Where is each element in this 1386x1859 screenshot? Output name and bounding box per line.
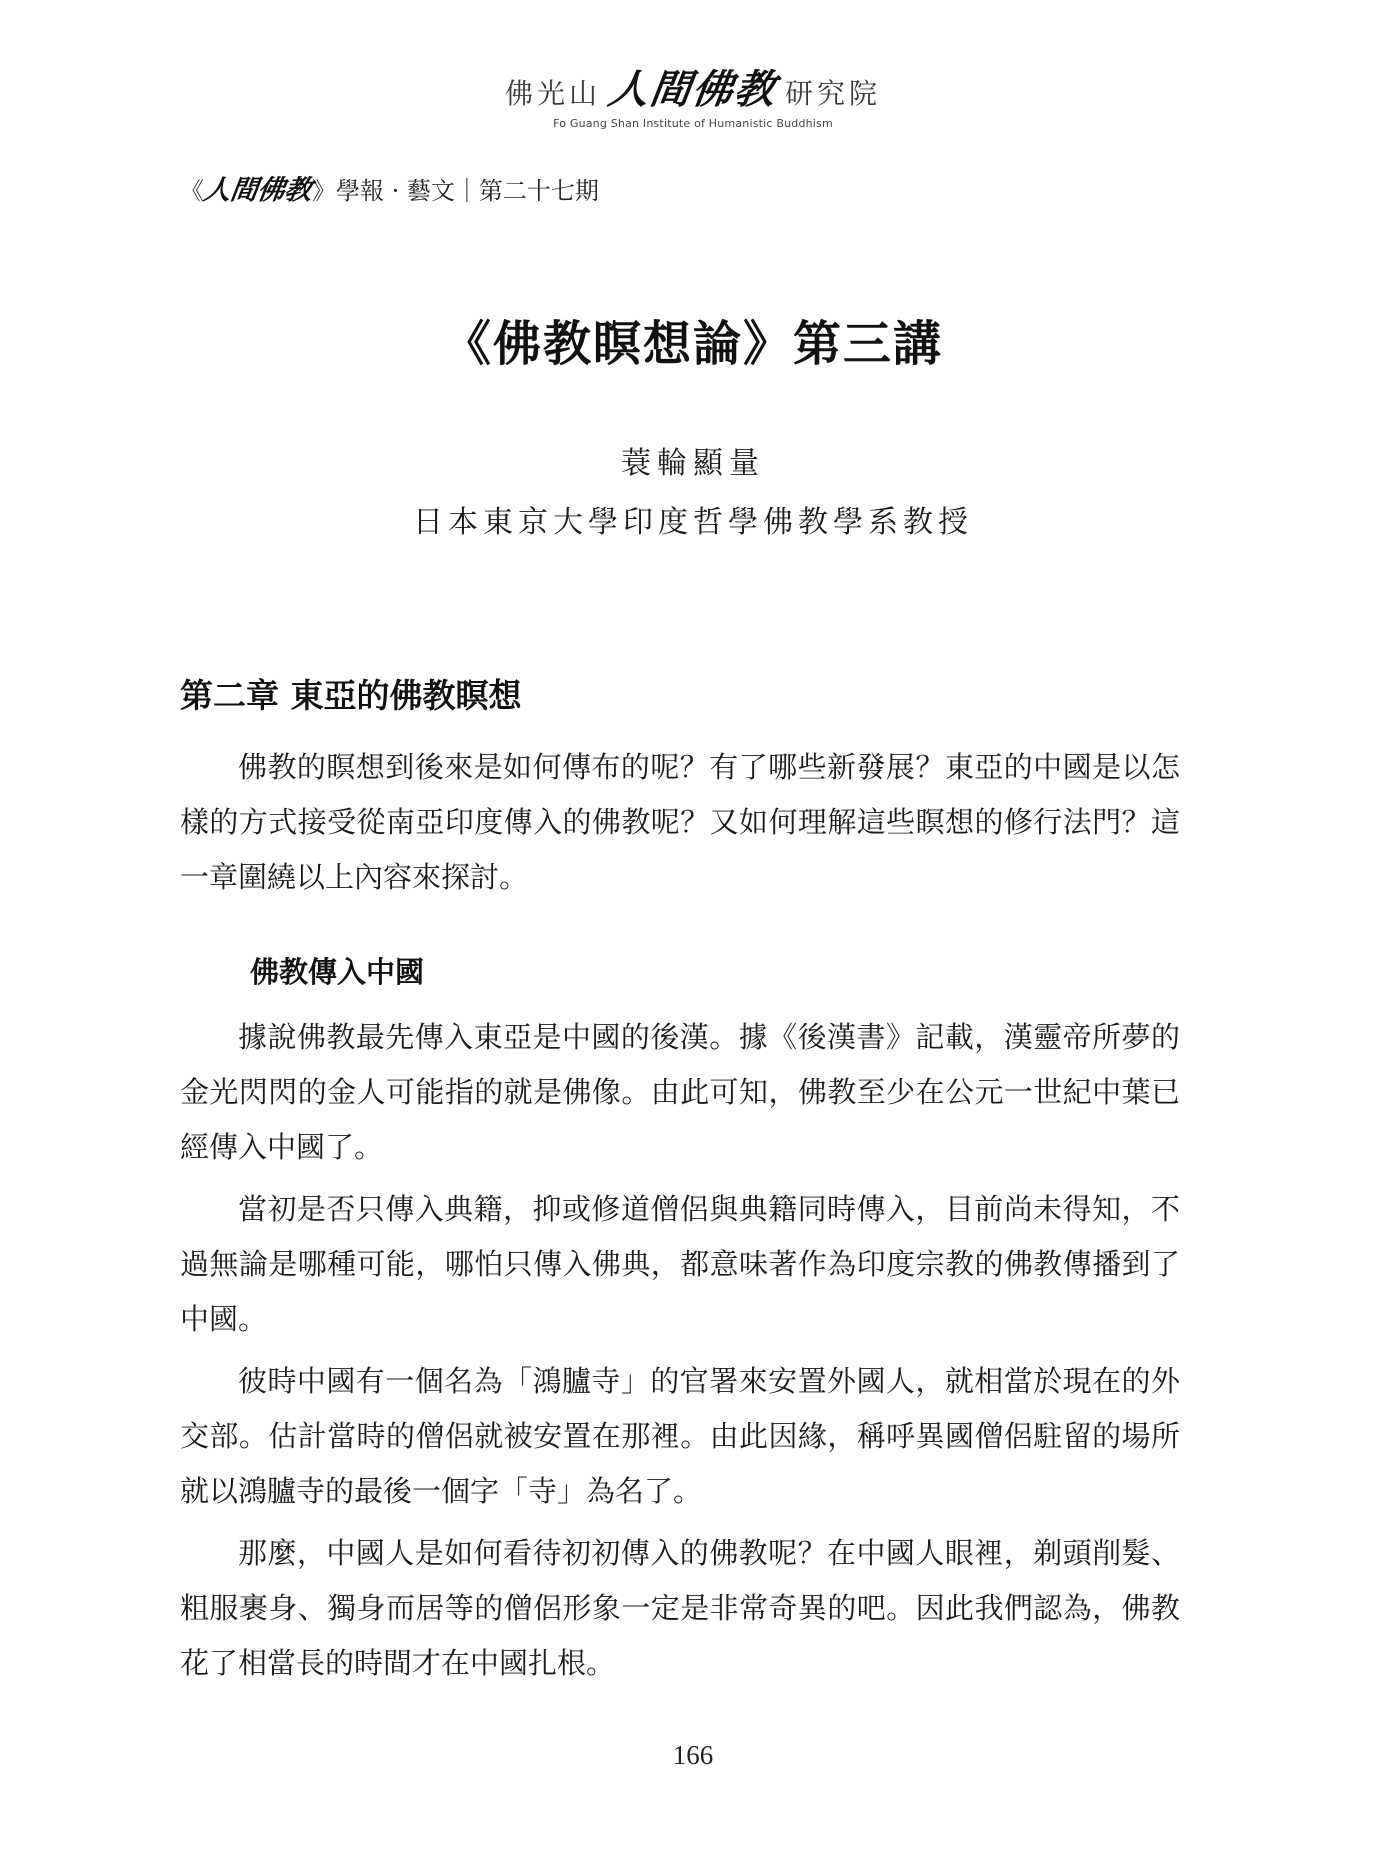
journal-brush-title: 人間佛教 bbox=[201, 175, 314, 206]
page-number: 166 bbox=[672, 1740, 714, 1770]
institute-name-right: 研究院 bbox=[785, 77, 882, 110]
institute-english-name: Fo Guang Shan Institute of Humanistic Buddhism bbox=[553, 117, 833, 130]
body-paragraph: 那麼，中國人是如何看待初初傳入的佛教呢？在中國人眼裡，剃頭削髮、粗服裹身、獨身而居等的僧侶形象一定是非常奇異的吧。因此我們認為，佛教花了相當長的時間才在中國扎根。 bbox=[180, 1536, 1180, 1680]
body-paragraph: 當初是否只傳入典籍，抑或修道僧侶與典籍同時傳入，目前尚未得知，不過無論是哪種可能，哪怕只傳入佛典，都意味著作為印度宗教的佛教傳播到了中國。 bbox=[180, 1192, 1180, 1336]
section-heading: 佛教傳入中國 bbox=[250, 955, 425, 989]
author-affiliation: 日本東京大學印度哲學佛教學系教授 bbox=[413, 505, 973, 540]
body-paragraph: 彼時中國有一個名為「鴻臚寺」的官署來安置外國人，就相當於現在的外交部。估計當時的僧侶就被安置在那裡。由此因緣，稱呼異國僧侶駐留的場所就以鴻臚寺的最後一個字「寺」為名了。 bbox=[180, 1364, 1180, 1508]
intro-paragraph: 佛教的瞑想到後來是如何傳布的呢？有了哪些新發展？東亞的中國是以怎樣的方式接受從南亞印度傳入的佛教呢？又如何理解這些瞑想的修行法門？這一章圍繞以上內容來探討。 bbox=[180, 750, 1180, 894]
body-paragraph: 據說佛教最先傳入東亞是中國的後漢。據《後漢書》記載，漢靈帝所夢的金光閃閃的金人可能指的就是佛像。由此可知，佛教至少在公元一世紀中葉已經傳入中國了。 bbox=[180, 1020, 1180, 1164]
chapter-heading: 第二章 東亞的佛教瞑想 bbox=[180, 676, 522, 715]
institute-brush-logotype: 人間佛教 bbox=[605, 66, 780, 113]
journal-open-bracket: 《 bbox=[180, 177, 204, 205]
article-title: 《佛教瞑想論》第三講 bbox=[442, 316, 943, 372]
journal-running-header bbox=[180, 168, 599, 207]
institute-logo bbox=[505, 58, 881, 115]
article-author: 蓑輪顯量 bbox=[621, 446, 765, 481]
journal-issue-info: 》學報 · 藝文｜第二十七期 bbox=[312, 177, 599, 205]
institute-name-left: 佛光山 bbox=[504, 77, 601, 110]
institute-header bbox=[0, 58, 1386, 130]
